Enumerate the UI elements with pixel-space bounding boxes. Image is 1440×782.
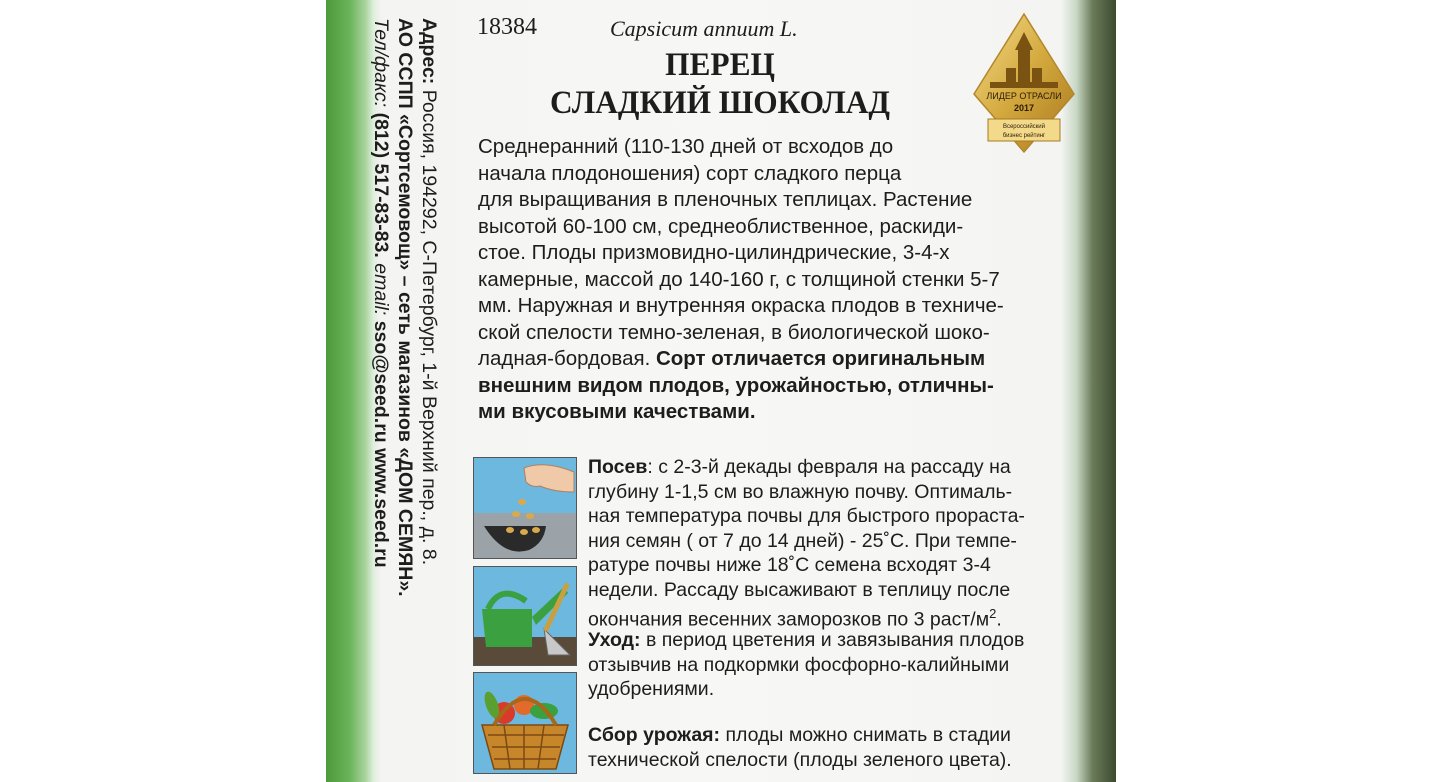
harvest-section <box>588 723 1072 772</box>
sowing-line: ния семян ( от 7 до 14 дней) - 25˚С. При темпе- <box>588 529 1017 552</box>
desc-line: ской спелости темно-зеленая, в биологической шоко- <box>478 320 990 344</box>
harvest-basket-icon <box>473 672 577 774</box>
care-text: в период цветения и завязывания плодов <box>640 629 1025 651</box>
care-label: Уход: <box>588 629 641 651</box>
desc-line: Среднеранний (110-130 дней от всходов до <box>478 135 894 158</box>
care-line <box>588 628 1072 653</box>
industry-leader-badge <box>970 12 1078 154</box>
title-line-2: СЛАДКИЙ ШОКОЛАД <box>550 85 890 121</box>
desc-line: для выращивания в пленочных теплицах. Растение <box>478 188 973 211</box>
address-label: Адрес: <box>418 18 440 85</box>
variety-description <box>478 134 1072 426</box>
sowing-seeds-icon <box>473 457 577 559</box>
desc-highlight: Сорт отличается оригинальным <box>655 347 986 370</box>
badge-title: ЛИДЕР ОТРАСЛИ <box>986 91 1062 101</box>
care-section <box>588 628 1072 702</box>
sowing-line: недели. Рассаду высаживают в теплицу после <box>588 578 1011 601</box>
website-link[interactable]: www.seed.ru <box>370 442 392 568</box>
badge-caption-2: бизнес рейтинг <box>1002 133 1046 139</box>
sowing-line: ная температура почвы для быстрого прораста- <box>588 505 1025 527</box>
sowing-line: ратуре почвы ниже 18˚С семена всходят 3-4 <box>588 554 991 576</box>
harvest-line <box>588 723 1072 748</box>
sowing-label: Посев <box>588 456 648 478</box>
desc-line: камерные, массой до 140-160 г, с толщиной стенки 5-7 <box>478 267 1000 291</box>
latin-name: Capsicum annuum L. <box>610 16 798 41</box>
badge-year: 2017 <box>1013 103 1035 113</box>
desc-highlight-line: внешним видом плодов, урожайностью, отличны- <box>478 373 994 397</box>
email-label: email: <box>370 257 392 316</box>
title-line-1: ПЕРЕЦ <box>665 47 775 83</box>
product-title <box>530 46 910 122</box>
desc-line: начала плодоношения) сорт сладкого перца <box>478 161 902 185</box>
superscript: 2 <box>989 606 997 621</box>
contacts-line <box>369 18 392 568</box>
catalog-code: 18384 <box>477 14 537 40</box>
desc-highlight-line: ми вкусовыми качествами. <box>478 400 756 423</box>
sowing-line: глубину 1-1,5 см во влажную почву. Оптималь- <box>588 480 1013 503</box>
care-line: отзывчив на подкормки фосфорно-калийными <box>588 653 1010 676</box>
harvest-text: плоды можно снимать в стадии <box>720 724 1011 746</box>
harvest-line: технической спелости (плоды зеленого цвета). <box>588 748 1012 771</box>
desc-line: высотой 60-100 см, среднеоблиственное, раскиди- <box>478 214 964 238</box>
sowing-text: окончания весенних заморозков по 3 раст/м <box>588 608 990 631</box>
company-line: АО ССПП «Сортсемовощ» – сеть магазинов «ДОМ СЕМЯН». <box>394 18 416 597</box>
harvest-label: Сбор урожая: <box>588 724 721 746</box>
sowing-text: . <box>996 608 1002 631</box>
watering-can-icon <box>473 566 577 666</box>
desc-line <box>478 346 1072 373</box>
sowing-section <box>588 455 1072 632</box>
phone-label: Тел/факс: <box>370 18 392 108</box>
desc-line: мм. Наружная и внутренняя окраска плодов в техниче- <box>478 294 1004 317</box>
care-line: удобрениями. <box>588 678 715 700</box>
desc-text: ладная-бордовая. <box>478 347 656 370</box>
address-line <box>417 18 440 565</box>
email-address[interactable]: sso@seed.ru <box>370 315 392 443</box>
sowing-line <box>588 455 1072 480</box>
badge-caption-1: Всероссийский <box>1002 124 1046 130</box>
sowing-text: : с 2-3-й декады февраля на рассаду на <box>647 456 1011 478</box>
desc-line: стое. Плоды призмовидно-цилиндрические, 3-4-х <box>478 241 950 264</box>
phone-number: (812) 517-83-83. <box>370 107 392 258</box>
contact-side-panel <box>342 18 442 658</box>
address-text: Россия, 194292, С-Петербург, 1-й Верхний пер., д. 8. <box>418 84 440 566</box>
